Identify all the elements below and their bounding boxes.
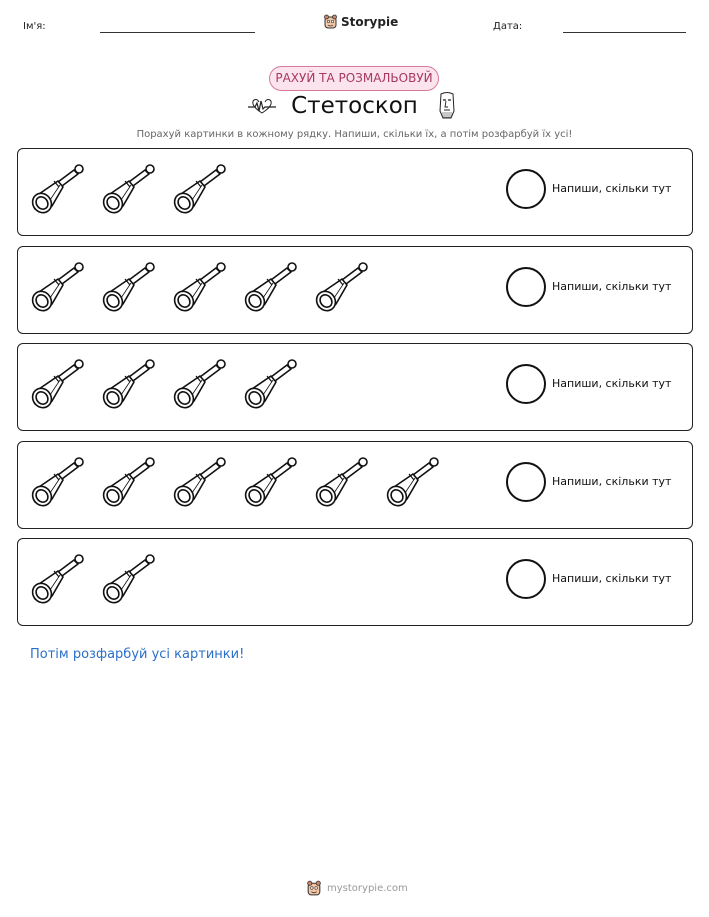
brand [323,13,398,30]
stethoscope-chestpiece-icon[interactable] [30,260,88,316]
answer-circle[interactable] [506,169,546,209]
stethoscope-chestpiece-icon[interactable] [385,455,443,511]
page-title: Стетоскоп [291,93,418,119]
stethoscope-chestpiece-icon[interactable] [101,162,159,218]
write-count-label: Напиши, скільки тут [552,572,672,585]
count-row-1 [17,148,693,236]
brand-name: Storypie [341,14,399,29]
stethoscope-chestpiece-icon[interactable] [243,260,301,316]
storypie-logo-icon [306,879,322,897]
stethoscope-chestpiece-icon[interactable] [101,552,159,608]
activity-badge: РАХУЙ ТА РОЗМАЛЬОВУЙ [269,66,439,91]
storypie-logo-icon [323,13,338,30]
footer-note: Потім розфарбуй усі картинки! [30,647,245,662]
stethoscope-chestpiece-icon[interactable] [172,260,230,316]
date-label: Дата: [493,21,523,32]
name-line[interactable] [100,32,255,33]
count-row-4 [17,441,693,529]
moai-statue-icon [436,91,458,121]
instructions: Порахуй картинки в кожному рядку. Напиши, скільки їх, а потім розфарбуй їх усі! [136,129,573,140]
write-count-label: Напиши, скільки тут [552,279,672,293]
site-footer [306,879,408,897]
count-row-5 [17,538,693,626]
stethoscope-chestpiece-icon[interactable] [172,455,230,511]
stethoscope-chestpiece-icon[interactable] [30,357,88,413]
stethoscope-chestpiece-icon[interactable] [30,162,88,218]
stethoscope-chestpiece-icon[interactable] [314,455,372,511]
stethoscope-chestpiece-icon[interactable] [314,260,372,316]
stethoscope-chestpiece-icon[interactable] [243,455,301,511]
write-count-label: Напиши, скільки тут [552,182,672,195]
stethoscope-chestpiece-icon[interactable] [30,455,88,511]
answer-circle[interactable] [506,559,546,599]
site-url: mystorypie.com [327,882,408,894]
answer-circle[interactable] [506,364,546,404]
stethoscope-chestpiece-icon[interactable] [172,162,230,218]
count-row-3 [17,343,693,431]
stethoscope-chestpiece-icon[interactable] [30,552,88,608]
stethoscope-chestpiece-icon[interactable] [172,357,230,413]
stethoscope-chestpiece-icon[interactable] [101,260,159,316]
name-label: Ім'я: [23,21,46,32]
count-row-2 [17,246,693,334]
write-count-label: Напиши, скільки тут [552,474,672,488]
stethoscope-chestpiece-icon[interactable] [243,357,301,413]
date-line[interactable] [563,32,686,33]
write-count-label: Напиши, скільки тут [552,377,672,390]
stethoscope-chestpiece-icon[interactable] [101,357,159,413]
answer-circle[interactable] [506,462,546,502]
stethoscope-chestpiece-icon[interactable] [101,455,159,511]
answer-circle[interactable] [506,267,546,307]
